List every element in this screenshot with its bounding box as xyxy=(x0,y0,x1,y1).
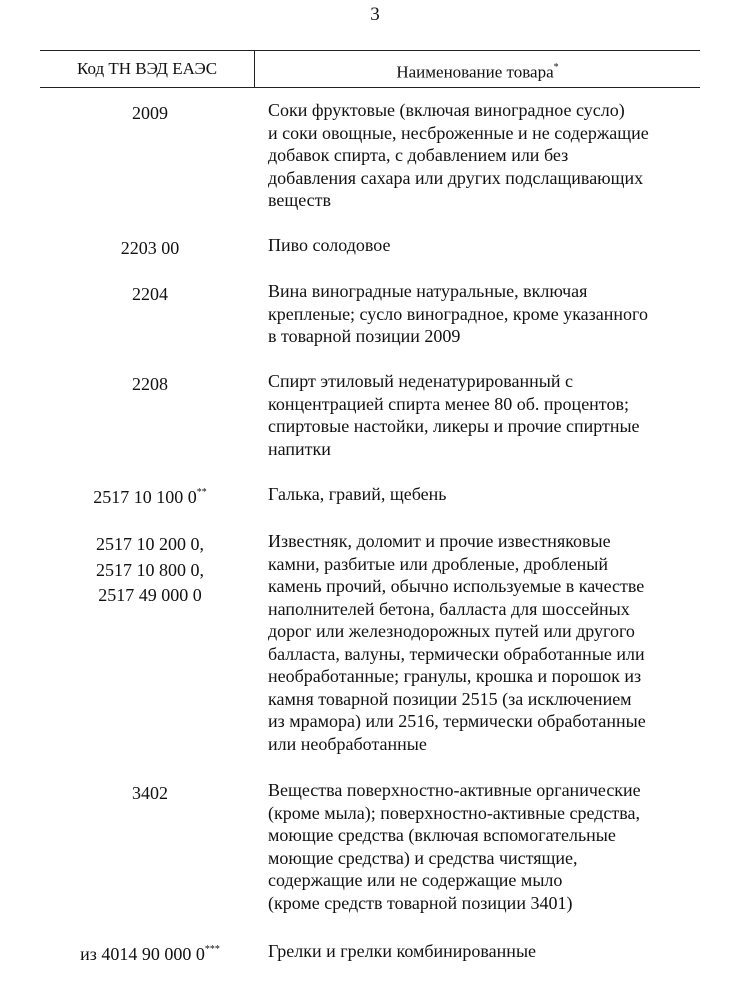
row-code xyxy=(60,280,240,306)
code-text: 2517 10 200 0, xyxy=(96,534,204,554)
row-description xyxy=(268,280,708,348)
description-line: или необработанные xyxy=(268,733,427,754)
description-line: камень прочий, обычно используемые в качестве xyxy=(268,576,645,596)
description-line: необработанные; гранулы, крошка и порошок из xyxy=(268,666,642,686)
row-code xyxy=(60,234,240,260)
description-line: веществ xyxy=(268,190,332,210)
description-line: моющие средства) и средства чистящие, xyxy=(268,847,578,868)
row-code xyxy=(60,779,240,805)
code-line xyxy=(60,581,240,607)
code-line xyxy=(60,99,240,125)
description-line: добавления сахара или других подслащивающих xyxy=(268,167,644,188)
column-header-name-footnote-mark: * xyxy=(553,62,559,73)
code-line xyxy=(60,234,240,260)
description-line: концентрацией спирта менее 80 об. процентов; xyxy=(268,393,629,414)
code-footnote-mark: *** xyxy=(204,944,220,955)
row-code xyxy=(60,530,240,607)
code-line xyxy=(60,556,240,582)
code-text: 2208 xyxy=(132,374,168,394)
page-number: 3 xyxy=(370,4,380,25)
description-line: Грелки и грелки комбинированные xyxy=(268,941,537,961)
row-code xyxy=(60,940,240,966)
code-line xyxy=(60,483,240,509)
code-text: 2203 00 xyxy=(120,238,180,258)
description-line: наполнителей бетона, балласта для шоссейных xyxy=(268,598,630,619)
code-line xyxy=(60,370,240,396)
table-top-rule xyxy=(40,50,700,51)
code-text: 2009 xyxy=(132,103,168,123)
description-line: дорог или железнодорожных путей или другого xyxy=(268,621,635,641)
code-text: 2517 10 100 0 xyxy=(93,487,197,507)
description-line: Пиво солодовое xyxy=(268,235,391,255)
description-line: напитки xyxy=(268,438,331,459)
code-text: из 4014 90 000 0 xyxy=(80,944,205,964)
description-line: Вина виноградные натуральные, включая xyxy=(268,281,588,301)
code-text: 3402 xyxy=(132,783,168,803)
description-line: (кроме мыла); поверхностно-активные средства, xyxy=(268,802,641,823)
description-line: содержащие или не содержащие мыло xyxy=(268,870,563,890)
code-line xyxy=(60,779,240,805)
description-line: моющие средства (включая вспомогательные xyxy=(268,825,616,845)
table-header-bottom-rule xyxy=(40,87,700,88)
column-header-name-text: Наименование товара xyxy=(396,62,554,82)
code-text: 2517 10 800 0, xyxy=(96,559,204,580)
description-line: Спирт этиловый неденатурированный с xyxy=(268,371,574,391)
row-description xyxy=(268,779,708,914)
row-description xyxy=(268,234,708,257)
code-text: 2204 xyxy=(132,284,168,304)
description-line: Галька, гравий, щебень xyxy=(268,484,447,504)
code-text: 2517 49 000 0 xyxy=(98,585,202,605)
description-line: камни, разбитые или дробленые, дробленый xyxy=(268,553,608,574)
row-description xyxy=(268,940,708,963)
description-line: камня товарной позиции 2515 (за исключением xyxy=(268,688,632,709)
description-line: Соки фруктовые (включая виноградное сусло) xyxy=(268,100,625,120)
code-footnote-mark: ** xyxy=(196,487,207,498)
row-description xyxy=(268,370,708,460)
description-line: Известняк, доломит и прочие известняковые xyxy=(268,531,611,551)
description-line: (кроме средств товарной позиции 3401) xyxy=(268,892,573,913)
code-line xyxy=(60,280,240,306)
code-line xyxy=(60,530,240,556)
description-line: балласта, валуны, термически обработанные или xyxy=(268,643,645,664)
row-code xyxy=(60,370,240,396)
column-header-code-text: Код ТН ВЭД ЕАЭС xyxy=(76,59,218,78)
column-header-name xyxy=(255,59,700,83)
description-line: и соки овощные, несброженные и не содержащие xyxy=(268,122,649,143)
description-line: крепленые; сусло виноградное, кроме указанного xyxy=(268,303,648,324)
row-description xyxy=(268,483,708,506)
description-line: в товарной позиции 2009 xyxy=(268,326,461,346)
description-line: добавок спирта, с добавлением или без xyxy=(268,145,569,165)
description-line: из мрамора) или 2516, термически обработанные xyxy=(268,711,646,731)
row-code xyxy=(60,99,240,125)
column-header-code xyxy=(40,59,254,79)
code-line xyxy=(60,940,240,966)
row-code xyxy=(60,483,240,509)
row-description xyxy=(268,99,708,212)
row-description xyxy=(268,530,708,755)
description-line: Вещества поверхностно-активные органические xyxy=(268,780,641,800)
description-line: спиртовые настойки, ликеры и прочие спиртные xyxy=(268,416,640,436)
